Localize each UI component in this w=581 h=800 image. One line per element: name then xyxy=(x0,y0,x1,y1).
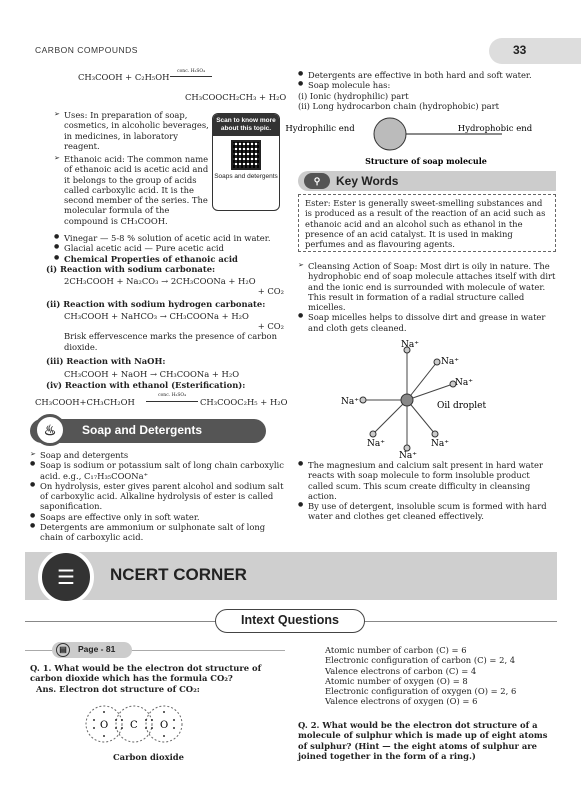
reaction-arrow xyxy=(170,76,212,77)
qr-box[interactable] xyxy=(212,113,280,211)
answer-line: Electronic configuration of carbon (C) = 2, 4 xyxy=(325,655,516,666)
reaction-2-title: (ii) Reaction with sodium hydrogen carbonate: xyxy=(46,298,266,309)
reaction-1-eq: 2CH₃COOH + Na₂CO₃ → 2CH₃COONa + H₂O xyxy=(64,276,256,286)
book-icon: ▤ xyxy=(56,643,70,657)
na-label: Na⁺ xyxy=(399,451,417,461)
page-number: 33 xyxy=(489,38,581,64)
reaction-4-eq-left: CH₃COOH+CH₃CH₂OH xyxy=(35,397,135,407)
ncert-corner-banner xyxy=(25,552,557,600)
answer-1-intro: Ans. Electron dot structure of CO₂: xyxy=(36,683,200,694)
answer-line: Valence electrons of carbon (C) = 4 xyxy=(325,665,477,676)
na-label: Na⁺ xyxy=(455,378,473,388)
reaction-3-title: (iii) Reaction with NaOH: xyxy=(46,355,166,366)
ethanoic-acid-text: ➢ Ethanoic acid: The common name of ethanoic acid is acetic acid and it belongs to the group of acids called carboxylic acid. It is the second member of the series. The molecular formula of the compound is CH₃COOH. xyxy=(54,154,210,226)
hard-water-text: ● The magnesium and calcium salt present in hard water reacts with soap molecule to form insoluble product called scum. This scum create difficulty in cleansing action. xyxy=(298,460,556,501)
qr-caption-top: Scan to know more about this topic. xyxy=(213,114,279,136)
answer-line: Electronic configuration of oxygen (O) = 2, 6 xyxy=(325,686,517,696)
co2-caption: Carbon dioxide xyxy=(113,752,184,762)
question-2: Q. 2. What would be the electron dot structure of a molecule of sulphur which is made up of eight atoms of sulphur? (Hint — the eight atoms of sulphur are joined together in the form of a ring.) xyxy=(298,720,548,761)
hydrocarbon-part: (ii) Long hydrocarbon chain (hydrophobic) part xyxy=(298,100,500,111)
qr-code-icon[interactable] xyxy=(231,140,261,170)
ionic-part: (i) Ionic (hydrophilic) part xyxy=(298,90,409,101)
soap-molecule-has: ● Soap molecule has: xyxy=(298,80,556,90)
soap-icon: ♨ xyxy=(34,414,66,446)
oxygen-atom-label: O xyxy=(100,720,109,731)
reaction-1-title: (i) Reaction with sodium carbonate: xyxy=(46,263,216,274)
key-words-box xyxy=(298,194,556,252)
reaction-2-note: Brisk effervescence marks the presence of carbon dioxide. xyxy=(64,331,277,352)
reaction-2-eq: CH₃COOH + NaHCO₃ → CH₃COONa + H₂O xyxy=(64,310,249,321)
ester-definition: Ester: Ester is generally sweet-smelling substances and is produced as a result of the reaction of an acid such as ethanoic acid and an alcohol such as ethanol in the presence of an acid catalyst. It is used in making perfumes and as flavouring agents. xyxy=(305,198,546,249)
hydrophilic-label: Hydrophilic end xyxy=(285,124,355,134)
hydrophobic-label: Hydrophobic end xyxy=(457,124,533,134)
reaction-2-eq-co2: + CO₂ xyxy=(257,321,284,331)
reaction-arrow xyxy=(146,401,198,402)
oil-droplet-label: Oil droplet xyxy=(437,401,487,411)
detergent-scum-text: ● By use of detergent, insoluble scum is formed with hard water and clothes get cleaned effectively. xyxy=(298,501,556,522)
qr-caption-bottom: Soaps and detergents xyxy=(214,172,278,180)
hydrolysis-text: ● On hydrolysis, ester gives parent alcohol and sodium salt of carboxylic acid. Alkaline hydrolysis of ester is called saponification. xyxy=(30,481,286,512)
section-heading xyxy=(30,419,266,443)
reaction-4-eq-right: CH₃COOC₂H₅ + H₂O xyxy=(200,397,288,407)
page-tag xyxy=(52,642,132,658)
chem-props-heading: ● Chemical Properties of ethanoic acid xyxy=(54,254,288,264)
answer-line: Atomic number of carbon (C) = 6 xyxy=(325,645,467,655)
glacial-text: ● Glacial acetic acid — Pure acetic acid xyxy=(54,243,288,253)
esterification-condition: conc. H₂SO₄ xyxy=(177,69,205,74)
na-label: Na⁺ xyxy=(401,340,419,350)
answer-line: Atomic number of oxygen (O) = 8 xyxy=(325,675,468,686)
na-label: Na⁺ xyxy=(441,357,459,367)
answer-line: Valence electrons of oxygen (O) = 6 xyxy=(325,696,478,707)
esterification-eq-left: CH₃COOH + C₂H₅OH xyxy=(78,72,170,82)
key-words-title: Key Words xyxy=(336,174,399,188)
detergent-effective: ● Detergents are effective in both hard and soft water. xyxy=(298,70,556,80)
reaction-4-title: (iv) Reaction with ethanol (Esterification): xyxy=(46,380,246,391)
carbon-atom-label: C xyxy=(130,720,138,731)
chapter-title: CARBON COMPOUNDS xyxy=(35,45,138,55)
na-label: Na⁺ xyxy=(341,397,359,407)
intext-questions-heading: Intext Questions xyxy=(215,609,365,633)
co2-dot-structure xyxy=(80,700,190,752)
reaction-1-eq-co2: + CO₂ xyxy=(257,286,284,297)
page-tag-label: Page - 81 xyxy=(78,644,116,654)
micelle-diagram xyxy=(335,338,495,460)
na-label: Na⁺ xyxy=(367,439,385,449)
cleansing-text: ➢ Cleansing Action of Soap: Most dirt is oily in nature. The hydrophobic end of soap molecule attaches itself with dirt and the ionic end is surrounded with molecule of water. This result in formation of a radial structure called micelles. xyxy=(298,261,556,312)
soap-definition: ● Soap is sodium or potassium salt of long chain carboxylic acid. e.g., C₁₇H₃₅COONa⁺ xyxy=(30,460,286,481)
key-words-heading xyxy=(298,171,556,191)
esterification-eq-right: CH₃COOCH₂CH₃ + H₂O xyxy=(185,92,287,102)
oxygen-atom-label: O xyxy=(160,720,169,731)
ncert-corner-title: NCERT CORNER xyxy=(110,565,247,584)
soft-water-text: ● Soaps are effective only in soft water. xyxy=(30,512,286,522)
uses-text: ➢ Uses: In preparation of soap, cosmetics, in alcoholic beverages, in medicines, in laboratory reagent. xyxy=(54,110,210,151)
vinegar-text: ● Vinegar — 5-8 % solution of acetic acid in water. xyxy=(54,233,288,243)
reaction-4-condition: conc. H₂SO₄ xyxy=(158,393,186,398)
detergent-definition: ● Detergents are ammonium or sulphonate salt of long chain of carboxylic acid. xyxy=(30,522,286,543)
soap-caption: Structure of soap molecule xyxy=(365,156,487,166)
na-label: Na⁺ xyxy=(431,439,449,449)
reaction-3-eq: CH₃COOH + NaOH → CH₃COONa + H₂O xyxy=(64,369,240,379)
soap-molecule-diagram xyxy=(285,112,556,170)
question-1: Q. 1. What would be the electron dot structure of carbon dioxide which has the formula CO₂? xyxy=(30,663,262,684)
book-stack-icon: ☰ xyxy=(38,549,94,605)
section-title: Soap and Detergents xyxy=(82,423,203,437)
micelles-text: ● Soap micelles helps to dissolve dirt and grease in water and cloth gets cleaned. xyxy=(298,312,556,333)
soap-detergent-heading: ➢ Soap and detergents xyxy=(30,450,286,460)
key-icon: ⚲ xyxy=(304,173,330,189)
